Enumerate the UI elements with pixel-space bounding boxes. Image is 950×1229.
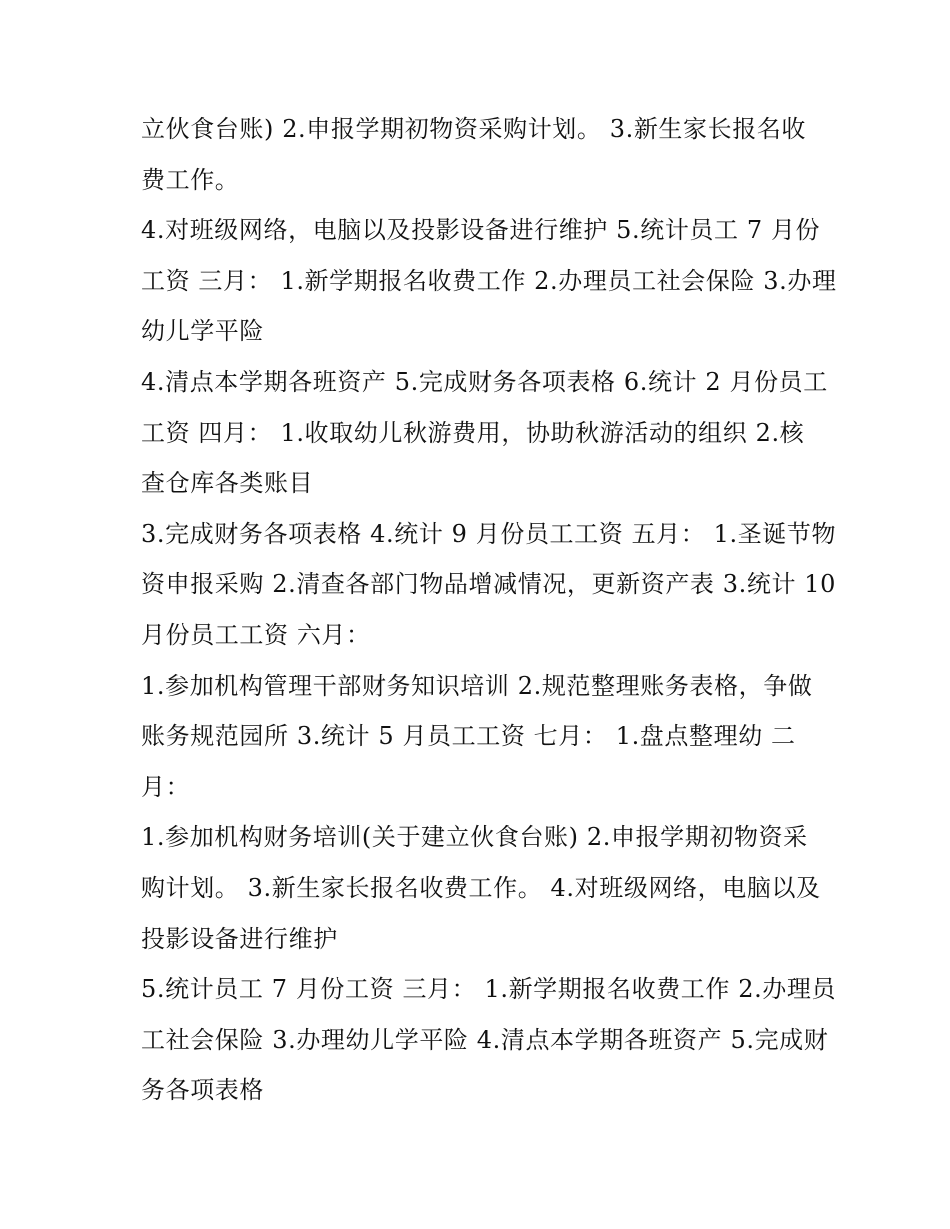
text-line: 资申报采购 2.清查各部门物品增减情况，更新资产表 3.统计 10 bbox=[141, 570, 837, 599]
text-line: 务各项表格 bbox=[141, 1076, 264, 1105]
text-line: 4.对班级网络，电脑以及投影设备进行维护 5.统计员工 7 月份 bbox=[141, 216, 821, 245]
text-line: 3.完成财务各项表格 4.统计 9 月份员工工资 五月： 1.圣诞节物 bbox=[141, 519, 837, 548]
text-line: 查仓库各类账目 bbox=[141, 469, 314, 498]
text-line: 4.清点本学期各班资产 5.完成财务各项表格 6.统计 2 月份员工 bbox=[141, 367, 828, 396]
text-line: 立伙食台账) 2.申报学期初物资采购计划。 3.新生家长报名收 bbox=[141, 115, 807, 143]
text-line: 费工作。 bbox=[141, 165, 240, 194]
text-line: 账务规范园所 3.统计 5 月员工工资 七月： 1.盘点整理幼 二 bbox=[141, 722, 796, 751]
text-line: 月份员工工资 六月： bbox=[141, 620, 371, 649]
document-body bbox=[141, 104, 837, 1116]
text-line: 幼儿学平险 bbox=[141, 317, 264, 346]
text-line: 购计划。 3.新生家长报名收费工作。 4.对班级网络，电脑以及 bbox=[141, 873, 821, 902]
text-line: 工资 三月： 1.新学期报名收费工作 2.办理员工社会保险 3.办理 bbox=[141, 266, 837, 295]
text-line: 月： bbox=[141, 772, 191, 801]
text-line: 1.参加机构财务培训(关于建立伙食台账) 2.申报学期初物资采 bbox=[141, 823, 808, 852]
text-line: 1.参加机构管理干部财务知识培训 2.规范整理账务表格，争做 bbox=[141, 671, 813, 700]
text-line: 投影设备进行维护 bbox=[141, 924, 338, 953]
text-line: 工社会保险 3.办理幼儿学平险 4.清点本学期各班资产 5.完成财 bbox=[141, 1025, 829, 1054]
text-line: 5.统计员工 7 月份工资 三月： 1.新学期报名收费工作 2.办理员 bbox=[141, 975, 837, 1004]
text-line: 工资 四月： 1.收取幼儿秋游费用，协助秋游活动的组织 2.核 bbox=[141, 418, 805, 447]
